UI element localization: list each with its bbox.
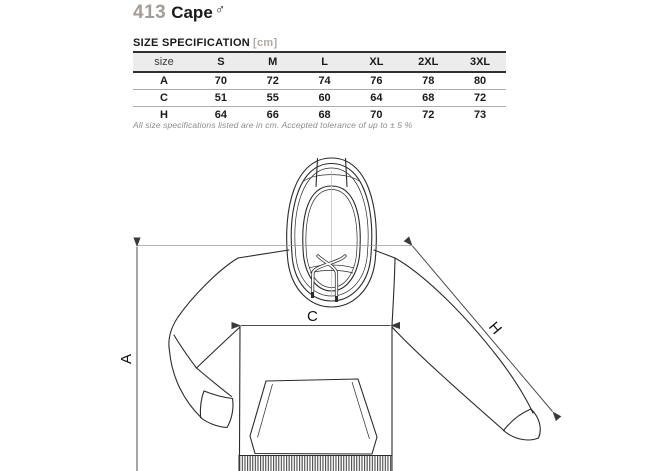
size-table-header-row [133,52,506,72]
dimension-label-c: C [307,308,318,325]
garment-body [238,250,395,471]
male-gender-icon: ♂ [214,1,226,17]
column-header-2xl: 2XL [402,52,454,72]
cell-a-2xl: 78 [402,72,454,90]
dimension-label-a: A [118,353,135,364]
column-header-3xl: 3XL [454,52,506,72]
hoodie-diagram [100,138,570,471]
spec-heading-unit: [cm] [253,37,278,49]
cell-a-m: 72 [247,72,299,90]
cell-h-s: 64 [214,109,228,121]
cell-c-2xl: 68 [402,90,454,107]
column-header-m: M [247,52,299,72]
cell-h-2xl: 72 [422,109,435,121]
column-header-l: L [299,52,351,72]
hem-ribbing [239,456,392,471]
cell-c-l: 60 [299,90,351,107]
row-label-c: C [133,90,195,107]
cell-c-xl: 64 [350,90,402,107]
cell-h-xl: 70 [370,109,383,121]
cell-a-s: 70 [195,72,247,90]
hood [287,158,377,307]
product-name: Cape [171,3,213,22]
size-table [133,51,506,123]
cell-h-m: 66 [266,109,279,121]
tolerance-footnote: All size specifications listed are in cm. Accepted tolerance of up to ± 5 % [133,120,413,130]
cell-h-3xl: 73 [473,109,487,121]
cell-c-3xl: 72 [454,90,506,107]
table-row-a [133,72,506,90]
dimension-line-h [413,246,553,412]
cell-c-m: 55 [247,90,299,107]
left-cuff-ribbing [200,391,233,428]
kangaroo-pocket [250,379,377,454]
table-row-c [133,90,506,107]
row-label-a: A [133,72,195,90]
cell-a-xl: 76 [350,72,402,90]
right-sleeve [392,258,540,440]
column-header-s: S [195,52,247,72]
left-sleeve [169,258,240,428]
row-label-h: H [160,109,168,121]
right-cuff-ribbing [504,409,541,440]
cell-a-3xl: 80 [454,72,506,90]
cell-c-s: 51 [195,90,247,107]
cell-a-l: 74 [299,72,351,90]
dimension-label-h: H [484,318,505,338]
spec-heading [133,37,277,49]
product-number: 413 [133,2,167,23]
product-title [133,2,225,24]
spec-heading-label: SIZE SPECIFICATION [133,37,251,49]
cell-h-l: 68 [318,109,331,121]
column-header-xl: XL [350,52,402,72]
column-header-size: size [133,52,195,72]
